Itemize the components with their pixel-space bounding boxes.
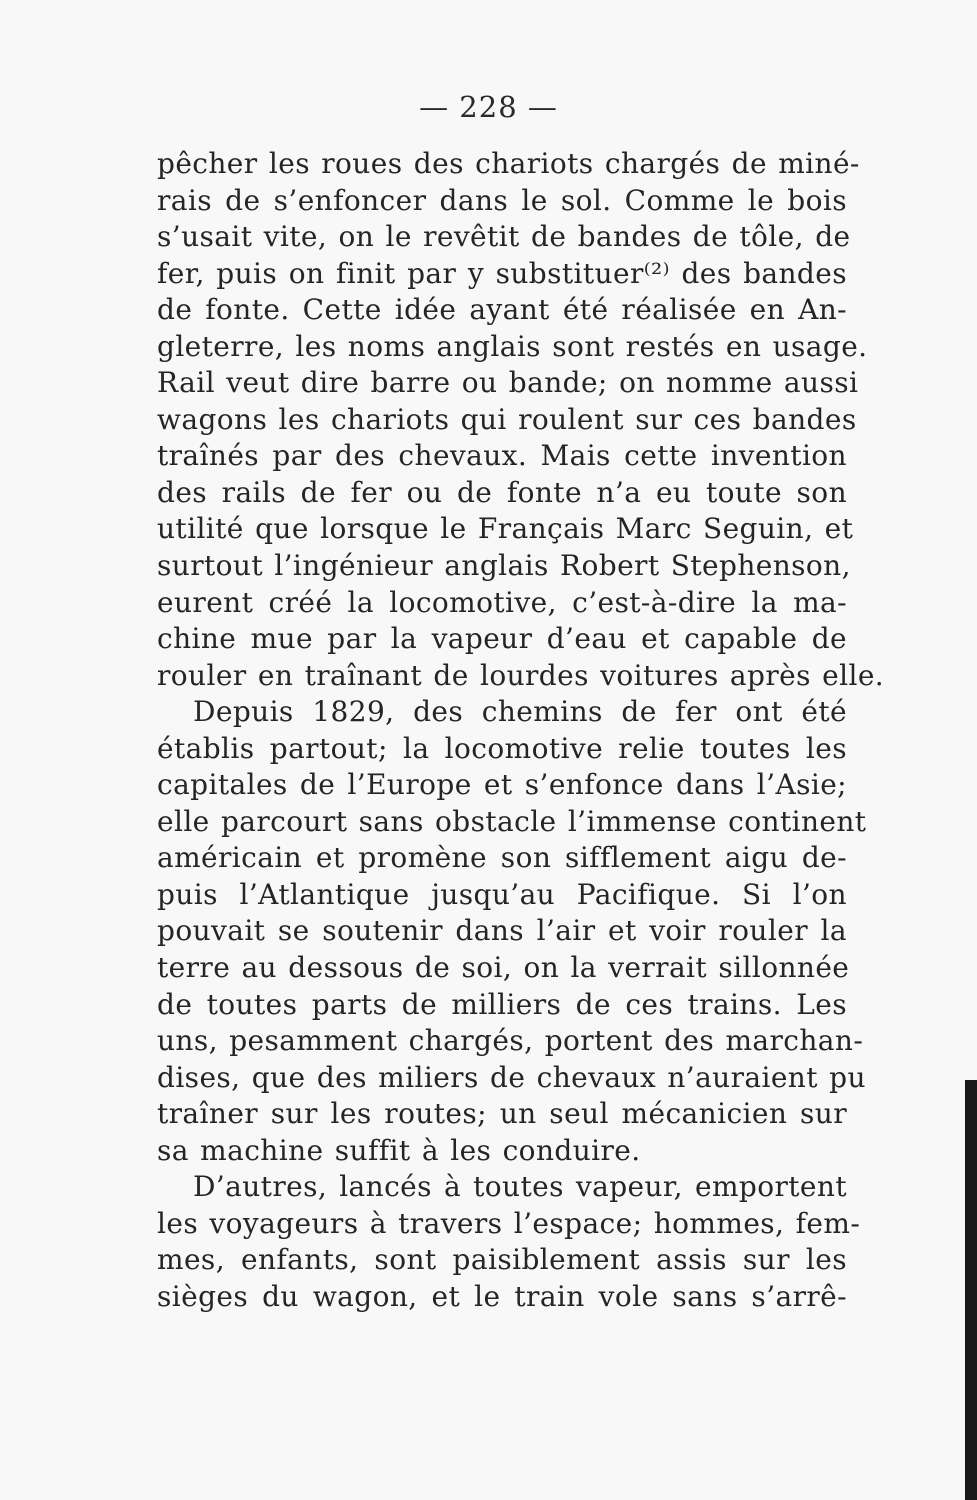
text-line: des rails de fer ou de fonte n’a eu toute son bbox=[157, 475, 847, 509]
text-line: les voyageurs à travers l’espace; hommes, fem- bbox=[157, 1206, 861, 1240]
paragraph-start-line: D’autres, lancés à toutes vapeur, emportent bbox=[193, 1170, 847, 1204]
body-text bbox=[157, 146, 885, 1316]
text-line: de toutes parts de milliers de ces trains. Les bbox=[157, 987, 847, 1021]
text-line: elle parcourt sans obstacle l’immense continent bbox=[157, 804, 867, 838]
text-line: de fonte. Cette idée ayant été réalisée en An- bbox=[157, 293, 847, 327]
text-line: mes, enfants, sont paisiblement assis sur les bbox=[157, 1243, 847, 1277]
text-line: rouler en traînant de lourdes voitures après elle. bbox=[157, 658, 885, 692]
text-line: gleterre, les noms anglais sont restés en usage. bbox=[157, 329, 868, 363]
text-line: eurent créé la locomotive, c’est-à-dire la ma- bbox=[157, 585, 847, 619]
page-edge-shadow bbox=[965, 1080, 977, 1500]
text-line: uns, pesamment chargés, portent des marchan- bbox=[157, 1024, 864, 1058]
text-line: traînés par des chevaux. Mais cette invention bbox=[157, 439, 847, 473]
text-line: sa machine suffit à les conduire. bbox=[157, 1133, 641, 1167]
paragraph-start-line: Depuis 1829, des chemins de fer ont été bbox=[193, 695, 847, 729]
text-line: pouvait se soutenir dans l’air et voir rouler la bbox=[157, 914, 847, 948]
text-line: établis partout; la locomotive relie toutes les bbox=[157, 731, 847, 765]
text-line: wagons les chariots qui roulent sur ces bandes bbox=[157, 402, 857, 436]
text-line: capitales de l’Europe et s’enfonce dans l’Asie; bbox=[157, 768, 847, 802]
text-line: s’usait vite, on le revêtit de bandes de tôle, de bbox=[157, 220, 851, 254]
text-line: sièges du wagon, et le train vole sans s’arrê- bbox=[157, 1279, 847, 1313]
text-line: terre au dessous de soi, on la verrait sillonnée bbox=[157, 951, 850, 985]
text-line: fer, puis on finit par y substituer⁽²⁾ des bandes bbox=[157, 256, 847, 290]
text-line: dises, que des miliers de chevaux n’auraient pu bbox=[157, 1060, 866, 1094]
text-line: rais de s’enfoncer dans le sol. Comme le bois bbox=[157, 183, 847, 217]
text-line: traîner sur les routes; un seul mécanicien sur bbox=[157, 1097, 847, 1131]
text-line: surtout l’ingénieur anglais Robert Stephenson, bbox=[157, 549, 851, 583]
page-number: — 228 — bbox=[419, 90, 558, 124]
text-line: américain et promène son sifflement aigu de- bbox=[157, 841, 847, 875]
text-line: pêcher les roues des chariots chargés de miné- bbox=[157, 147, 860, 180]
text-line: utilité que lorsque le Français Marc Seguin, et bbox=[157, 512, 854, 546]
text-line: Rail veut dire barre ou bande; on nomme aussi bbox=[157, 366, 859, 400]
text-line: chine mue par la vapeur d’eau et capable de bbox=[157, 622, 847, 656]
text-line: puis l’Atlantique jusqu’au Pacifique. Si l’on bbox=[157, 877, 847, 911]
